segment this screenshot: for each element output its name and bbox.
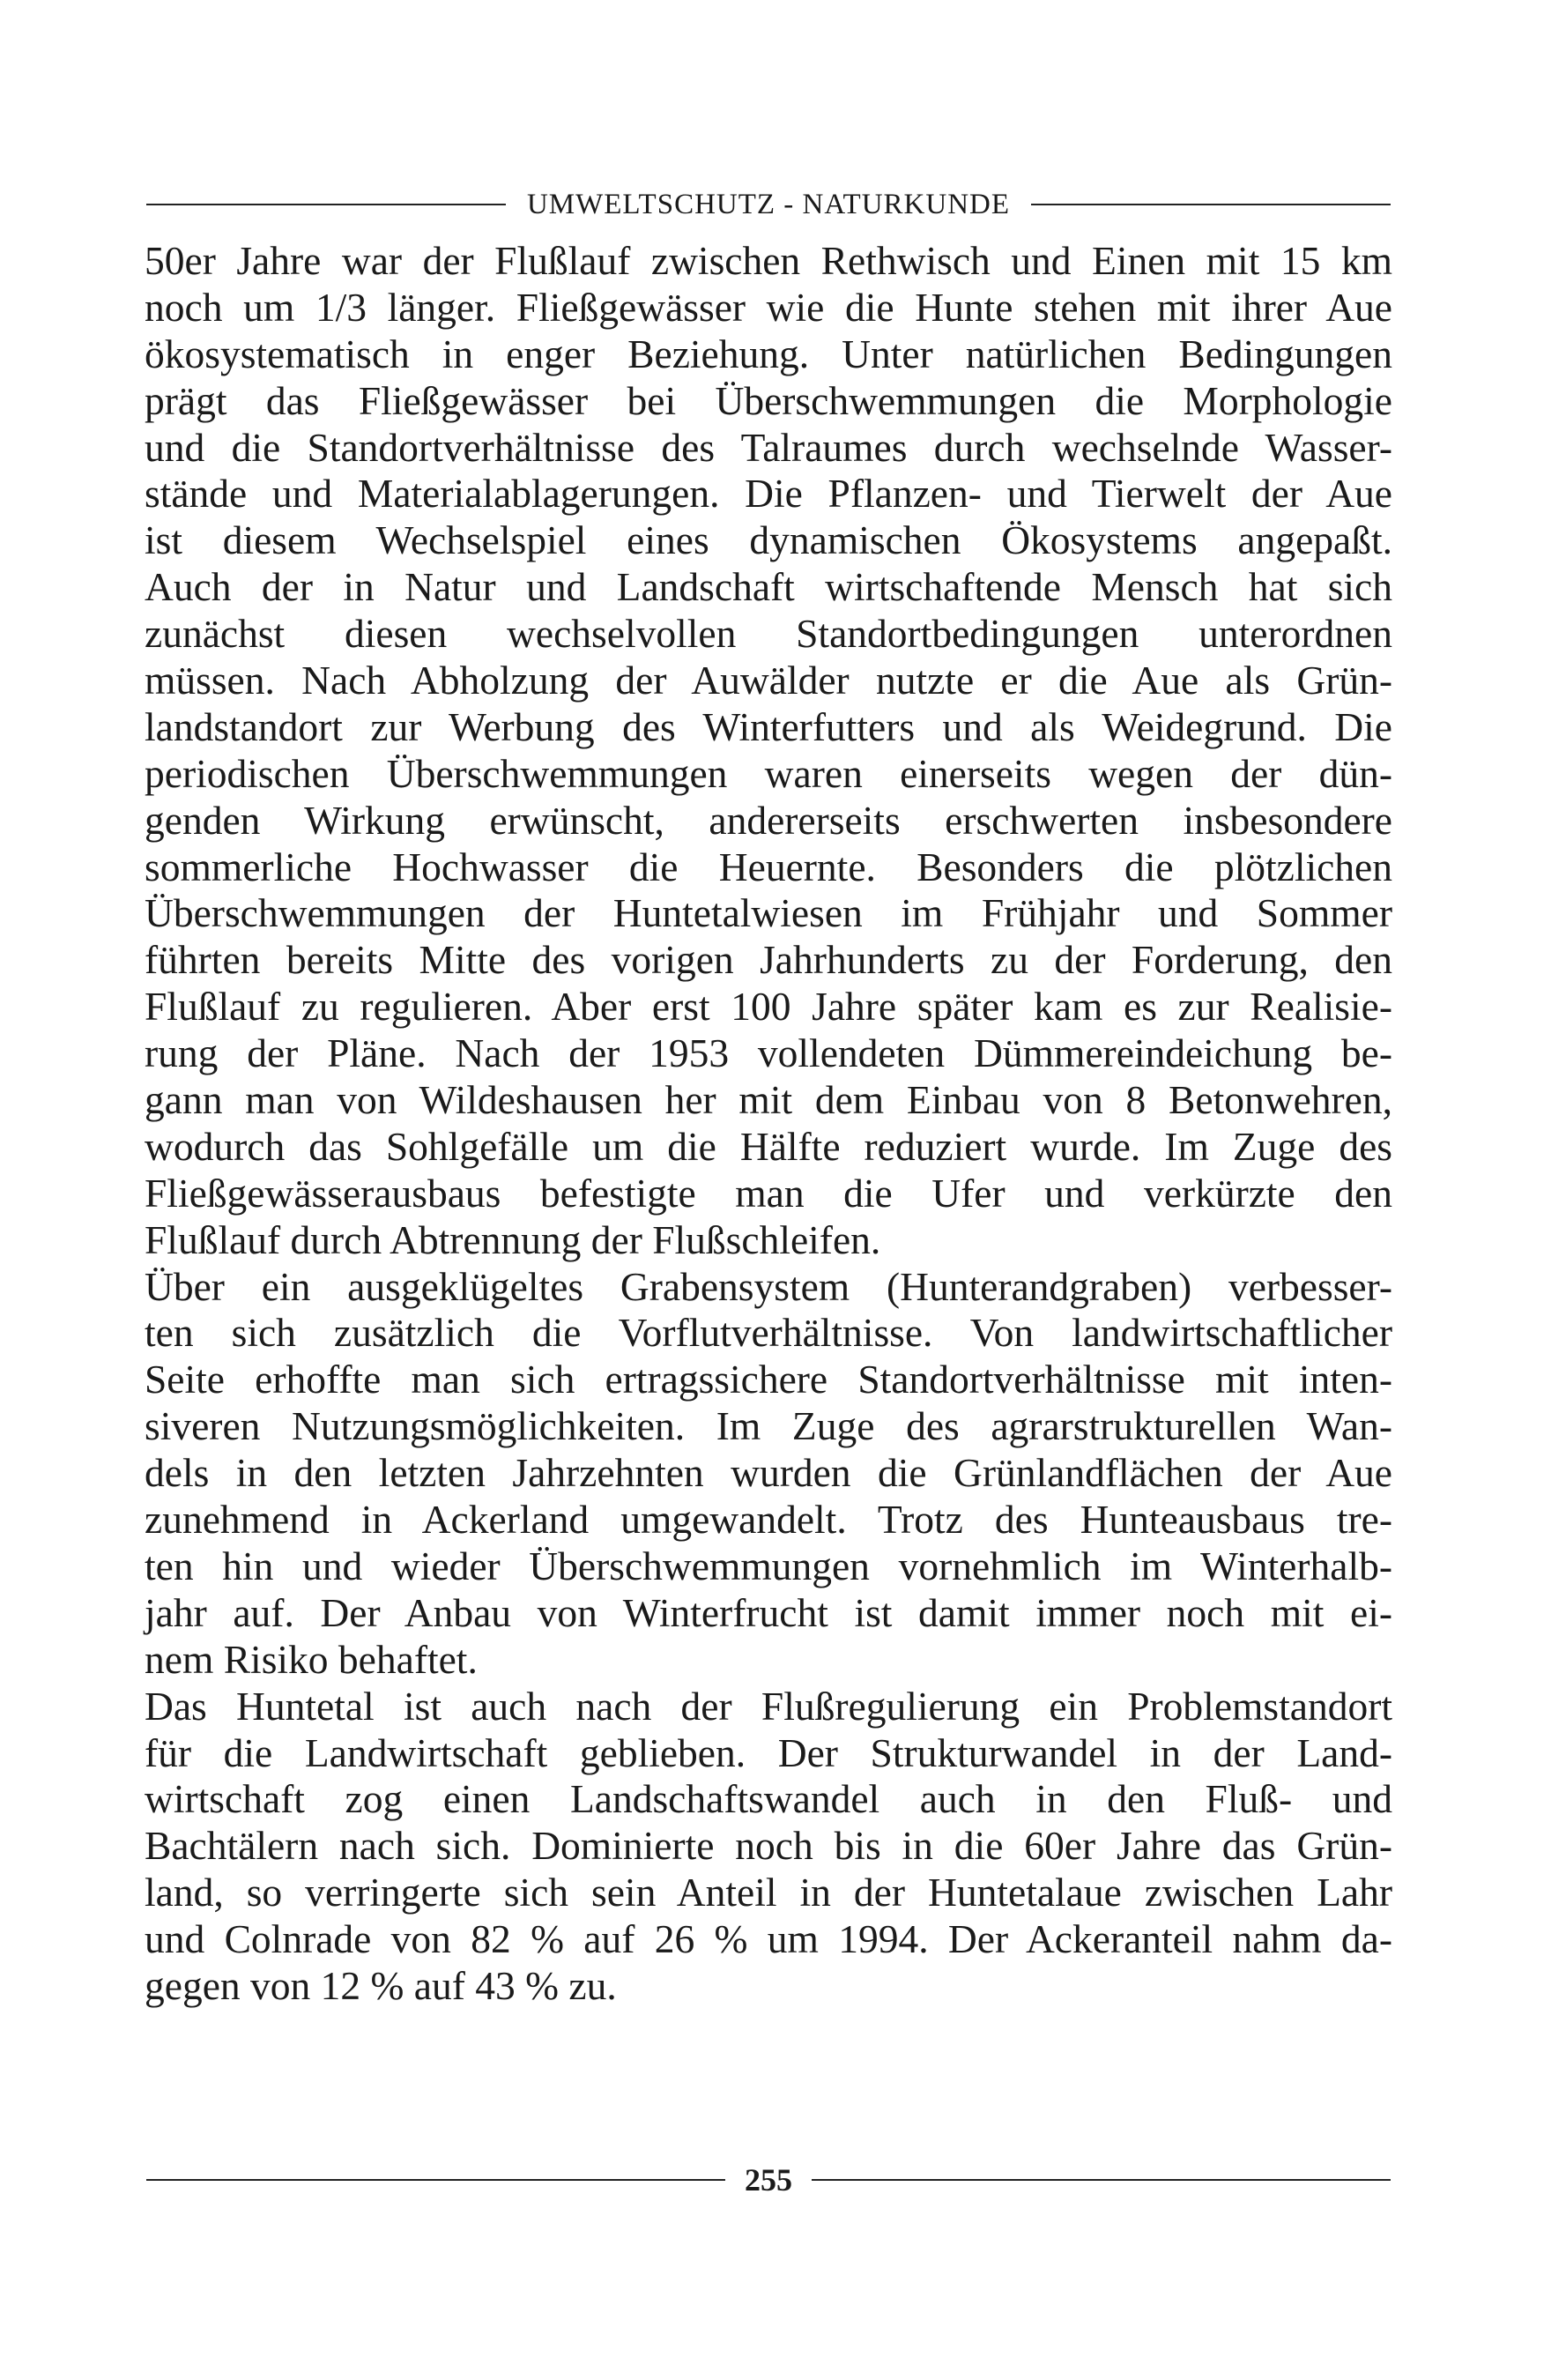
footer-rule-right <box>812 2179 1391 2181</box>
text-line: müssen. Nach Abholzung der Auwälder nutzte er die Aue als Grün- <box>145 658 1392 703</box>
text-line: noch um 1/3 länger. Fließgewässer wie die Hunte stehen mit ihrer Aue <box>145 284 1392 330</box>
text-line: ist diesem Wechselspiel eines dynamischen Ökosystems angepaßt. <box>145 517 1392 563</box>
text-line: Das Huntetal ist auch nach der Flußregulierung ein Problemstandort <box>145 1683 1392 1729</box>
text-line: periodischen Überschwemmungen waren einerseits wegen der dün- <box>145 750 1392 796</box>
running-header <box>146 185 1391 224</box>
paragraph-last-line: nem Risiko behaftet. <box>145 1636 478 1682</box>
text-line: dels in den letzten Jahrzehnten wurden die Grünlandflächen der Aue <box>145 1450 1392 1496</box>
header-title: UMWELTSCHUTZ - NATURKUNDE <box>526 188 1011 220</box>
text-line: Fließgewässerausbaus befestigte man die Ufer und verkürzte den <box>145 1170 1392 1216</box>
text-line: rung der Pläne. Nach der 1953 vollendeten Dümmereindeichung be- <box>145 1030 1392 1076</box>
text-line: landstandort zur Werbung des Winterfutters und als Weidegrund. Die <box>145 703 1392 749</box>
text-line: wirtschaft zog einen Landschaftswandel auch in den Fluß- und <box>145 1776 1392 1822</box>
paragraph-last-line: Flußlauf durch Abtrennung der Flußschleifen. <box>145 1216 881 1262</box>
text-line: genden Wirkung erwünscht, andererseits erschwerten insbesondere <box>145 797 1392 843</box>
body-text <box>145 238 1392 2010</box>
text-line: Auch der in Natur und Landschaft wirtschaftende Mensch hat sich <box>145 564 1392 610</box>
text-line: stände und Materialablagerungen. Die Pflanzen- und Tierwelt der Aue <box>145 471 1392 517</box>
text-line: zunächst diesen wechselvollen Standortbedingungen unterordnen <box>145 611 1392 657</box>
header-rule-right <box>1031 204 1391 205</box>
page-number: 255 <box>745 2162 792 2198</box>
text-line: führten bereits Mitte des vorigen Jahrhunderts zu der Forderung, den <box>145 937 1392 983</box>
footer-rule-left <box>146 2179 725 2181</box>
text-line: Flußlauf zu regulieren. Aber erst 100 Jahre später kam es zur Realisie- <box>145 984 1392 1030</box>
page-footer <box>146 2158 1391 2202</box>
text-line: Seite erhoffte man sich ertragssichere Standortverhältnisse mit inten- <box>145 1357 1392 1402</box>
text-line: Über ein ausgeklügeltes Grabensystem (Hunterandgraben) verbesser- <box>145 1263 1392 1309</box>
text-line: prägt das Fließgewässer bei Überschwemmungen die Morphologie <box>145 377 1392 423</box>
text-line: land, so verringerte sich sein Anteil in der Huntetalaue zwischen Lahr <box>145 1870 1392 1915</box>
text-line: siveren Nutzungsmöglichkeiten. Im Zuge des agrarstrukturellen Wan- <box>145 1403 1392 1449</box>
text-line: sommerliche Hochwasser die Heuernte. Besonders die plötzlichen <box>145 844 1392 889</box>
text-line: Überschwemmungen der Huntetalwiesen im Frühjahr und Sommer <box>145 890 1392 936</box>
text-line: jahr auf. Der Anbau von Winterfrucht ist damit immer noch mit ei- <box>145 1589 1392 1635</box>
text-line: zunehmend in Ackerland umgewandelt. Trotz des Hunteausbaus tre- <box>145 1497 1392 1543</box>
text-line: ten hin und wieder Überschwemmungen vornehmlich im Winterhalb- <box>145 1543 1392 1588</box>
text-line: 50er Jahre war der Flußlauf zwischen Rethwisch und Einen mit 15 km <box>145 238 1392 283</box>
header-rule-left <box>146 204 506 205</box>
text-line: für die Landwirtschaft geblieben. Der Strukturwandel in der Land- <box>145 1729 1392 1775</box>
paragraph-last-line: gegen von 12 % auf 43 % zu. <box>145 1962 617 2008</box>
text-line: gann man von Wildeshausen her mit dem Einbau von 8 Betonwehren, <box>145 1077 1392 1123</box>
text-line: wodurch das Sohlgefälle um die Hälfte reduziert wurde. Im Zuge des <box>145 1123 1392 1169</box>
text-line: und die Standortverhältnisse des Talraumes durch wechselnde Wasser- <box>145 424 1392 470</box>
text-line: Bachtälern nach sich. Dominierte noch bis in die 60er Jahre das Grün- <box>145 1823 1392 1869</box>
text-line: ökosystematisch in enger Beziehung. Unter natürlichen Bedingungen <box>145 331 1392 376</box>
text-line: ten sich zusätzlich die Vorflutverhältnisse. Von landwirtschaftlicher <box>145 1310 1392 1356</box>
text-line: und Colnrade von 82 % auf 26 % um 1994. Der Ackeranteil nahm da- <box>145 1916 1392 1962</box>
